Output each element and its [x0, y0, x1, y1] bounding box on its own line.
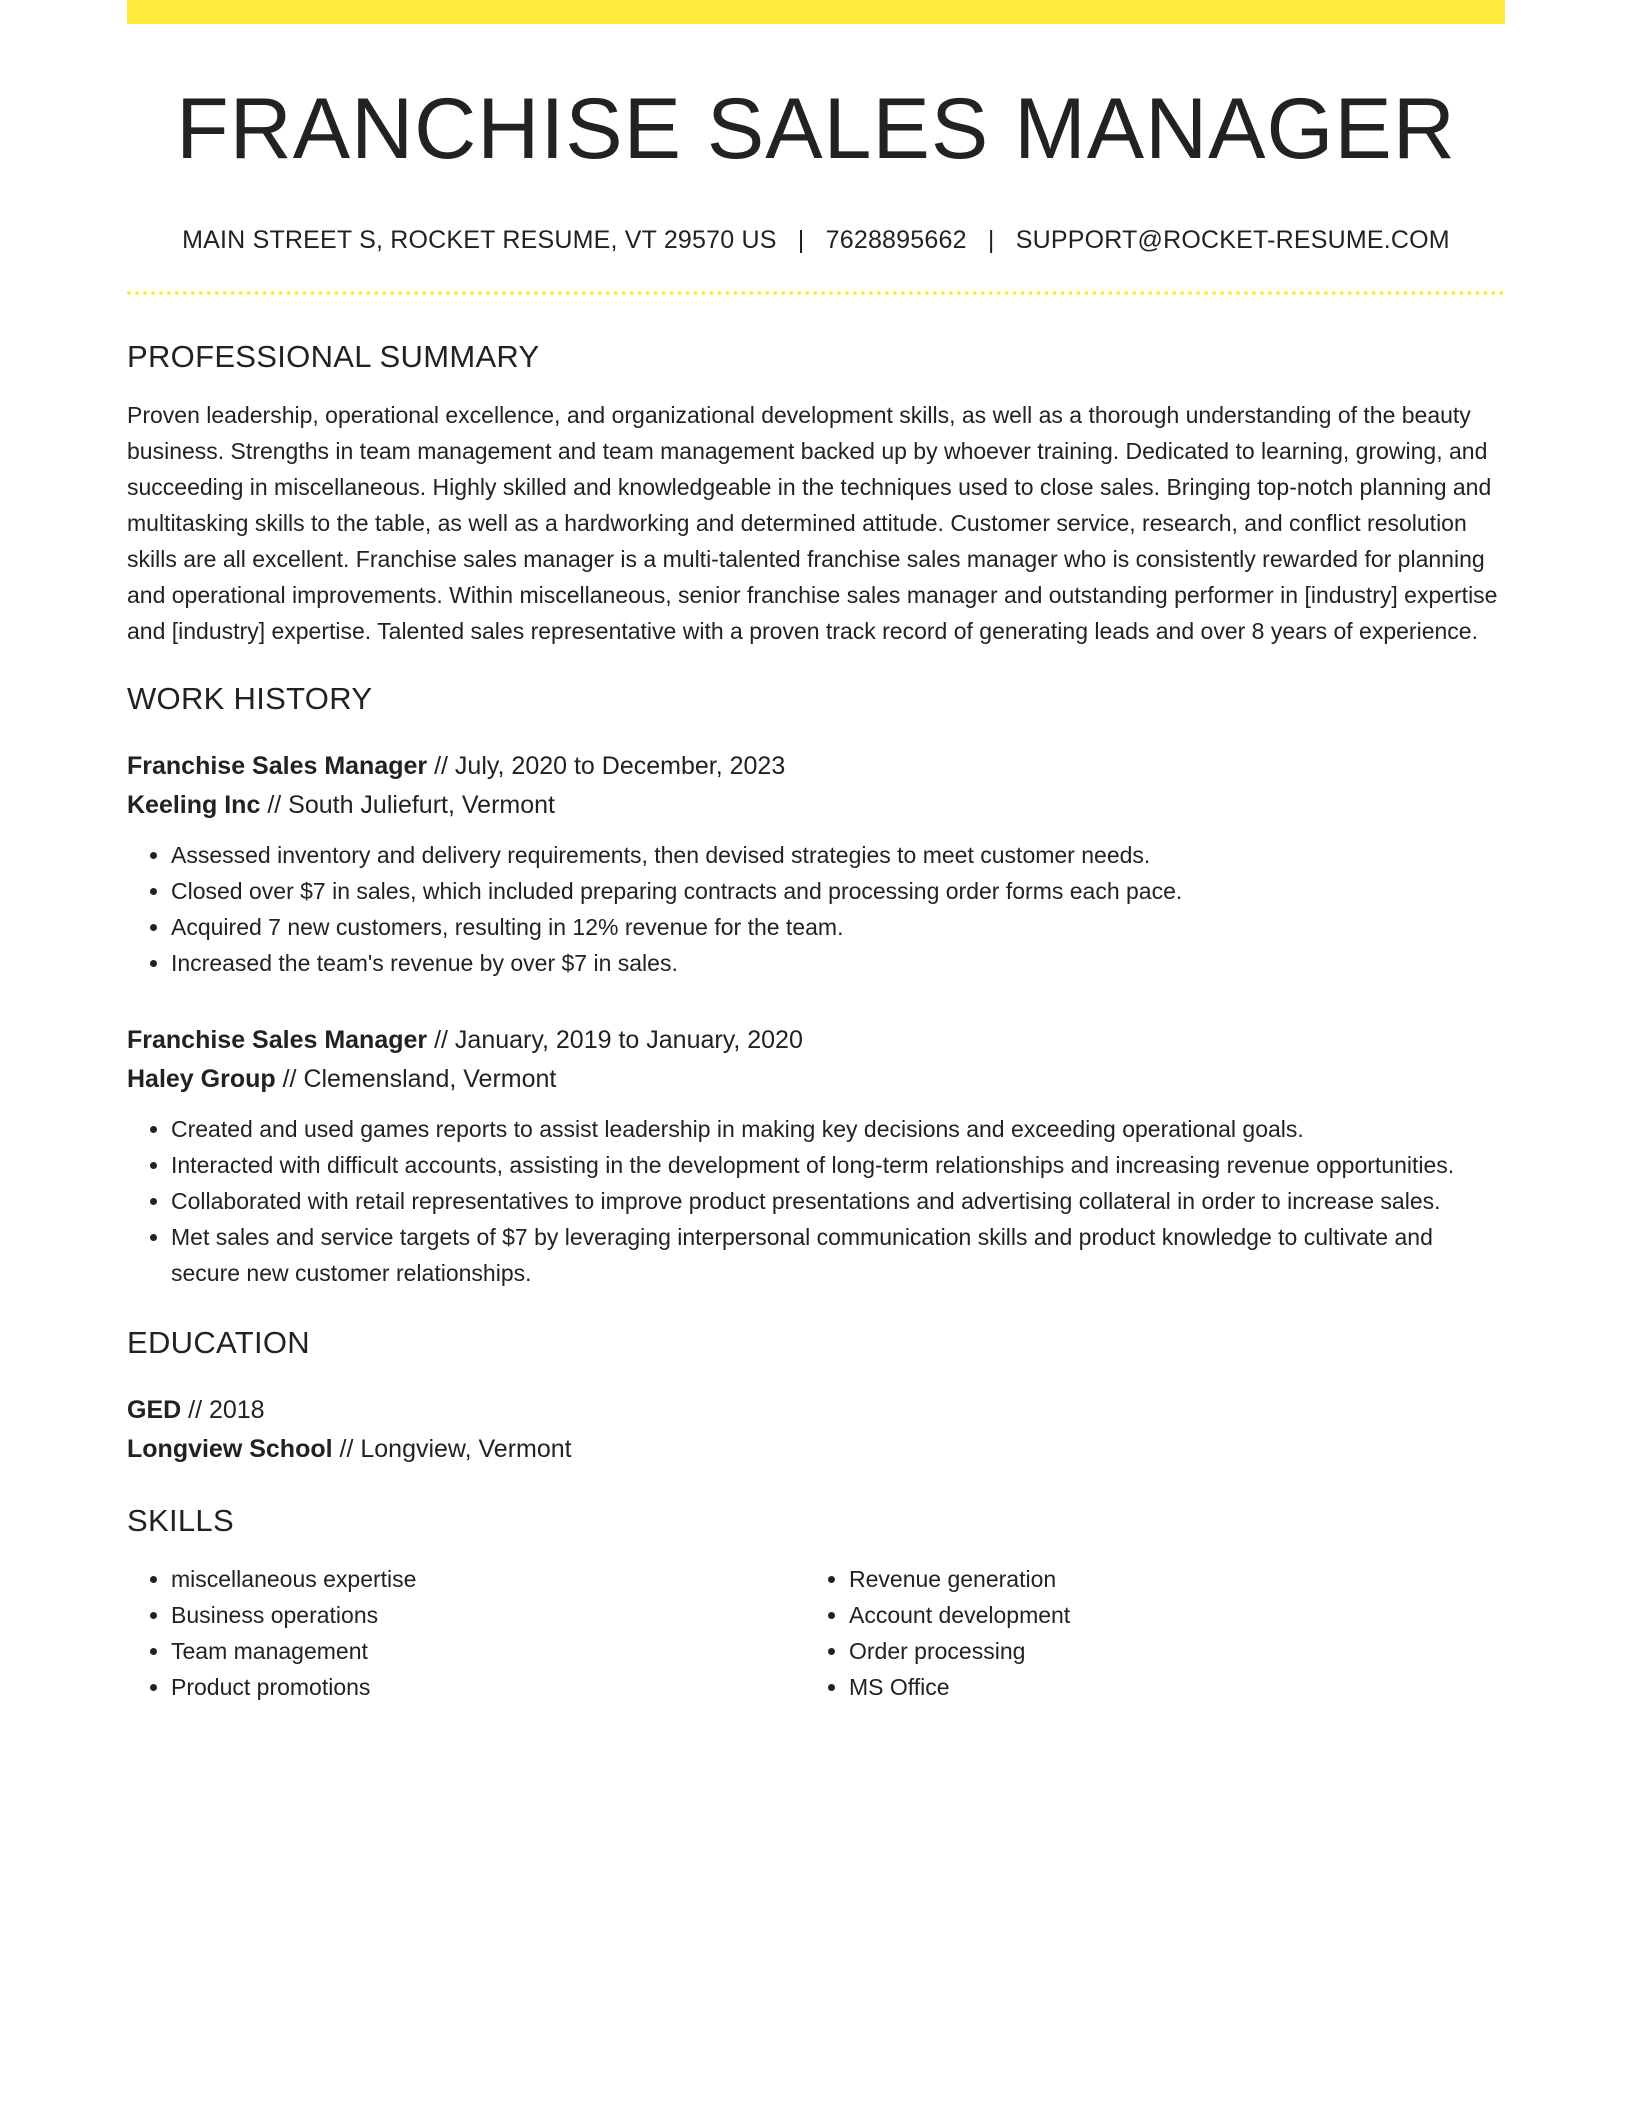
education-location: // Longview, Vermont [332, 1434, 572, 1463]
accent-top-bar [127, 0, 1505, 24]
skills-grid [127, 1561, 1505, 1705]
section-heading-summary: PROFESSIONAL SUMMARY [127, 338, 540, 374]
education-school: Longview School [127, 1434, 333, 1463]
education-degree: GED [127, 1395, 182, 1424]
resume-page [127, 0, 1505, 1705]
education-degree-line [127, 1391, 1505, 1430]
list-item: • Met sales and service targets of $7 by leveraging interpersonal communication skills and product knowledge to cultivate and secure new customer relationships. [171, 1219, 1505, 1291]
contact-email: SUPPORT@ROCKET-RESUME.COM [1015, 225, 1450, 254]
job-title-line [127, 1021, 1505, 1060]
list-item: • Increased the team's revenue by over $7 in sales. [171, 945, 1505, 981]
job-title: Franchise Sales Manager [127, 1025, 428, 1054]
skill-item: • Order processing [849, 1633, 1483, 1669]
list-item: • Interacted with difficult accounts, assisting in the development of long-term relationships and increasing revenue opportunities. [171, 1147, 1505, 1183]
contact-address: MAIN STREET S, ROCKET RESUME, VT 29570 US [182, 225, 777, 254]
section-heading-education: EDUCATION [127, 1324, 310, 1360]
skill-item: • Team management [171, 1633, 805, 1669]
job-title: Franchise Sales Manager [127, 751, 428, 780]
job-location: // Clemensland, Vermont [275, 1064, 557, 1093]
skill-item: • Account development [849, 1597, 1483, 1633]
list-item: • Assessed inventory and delivery requirements, then devised strategies to meet customer needs. [171, 837, 1505, 873]
list-item: • Collaborated with retail representatives to improve product presentations and advertising collateral in order to increase sales. [171, 1183, 1505, 1219]
contact-separator: | [987, 225, 995, 254]
list-item: • Acquired 7 new customers, resulting in 12% revenue for the team. [171, 909, 1505, 945]
job-entry [127, 1021, 1505, 1291]
job-company: Haley Group [127, 1064, 276, 1093]
job-company-line [127, 786, 1505, 825]
job-company: Keeling Inc [127, 790, 261, 819]
job-title-line [127, 747, 1505, 786]
skill-item: • MS Office [849, 1669, 1483, 1705]
job-location: // South Juliefurt, Vermont [260, 790, 555, 819]
skills-list-right [805, 1561, 1483, 1705]
contact-line [127, 225, 1505, 255]
section-heading-skills: SKILLS [127, 1502, 234, 1538]
contact-separator: | [797, 225, 805, 254]
education-entry [127, 1391, 1505, 1469]
job-bullet-list [127, 1111, 1505, 1291]
job-company-line [127, 1060, 1505, 1099]
education-year: // 2018 [181, 1395, 265, 1424]
skill-item: • Product promotions [171, 1669, 805, 1705]
skill-item: • miscellaneous expertise [171, 1561, 805, 1597]
contact-phone: 7628895662 [825, 225, 967, 254]
skill-item: • Business operations [171, 1597, 805, 1633]
job-dates: // July, 2020 to December, 2023 [427, 751, 786, 780]
list-item: • Created and used games reports to assist leadership in making key decisions and exceeding operational goals. [171, 1111, 1505, 1147]
dotted-divider [127, 291, 1505, 295]
resume-title: FRANCHISE SALES MANAGER [176, 81, 1456, 177]
job-dates: // January, 2019 to January, 2020 [427, 1025, 803, 1054]
skill-item: • Revenue generation [849, 1561, 1483, 1597]
skills-list-left [127, 1561, 805, 1705]
section-heading-work-history: WORK HISTORY [127, 680, 373, 716]
education-school-line [127, 1430, 1505, 1469]
list-item: • Closed over $7 in sales, which included preparing contracts and processing order forms each pace. [171, 873, 1505, 909]
summary-text: Proven leadership, operational excellence, and organizational development skills, as well as a thorough understanding of the beauty business. Strengths in team management and team management backed up by whoever training. Dedicated to learning, growing, and succeeding in miscellaneous. Highly skilled and knowledgeable in the techniques used to close sales. Bringing top-notch planning and multitasking skills to the table, as well as a hardworking and determined attitude. Customer service, research, and conflict resolution skills are all excellent. Franchise sales manager is a multi-talented franchise sales manager who is consistently rewarded for planning and operational improvements. Within miscellaneous, senior franchise sales manager and outstanding performer in [industry] expertise and [industry] expertise. Talented sales representative with a proven track record of generating leads and over 8 years of experience. [127, 401, 1498, 644]
job-entry [127, 747, 1505, 981]
job-bullet-list [127, 837, 1505, 981]
